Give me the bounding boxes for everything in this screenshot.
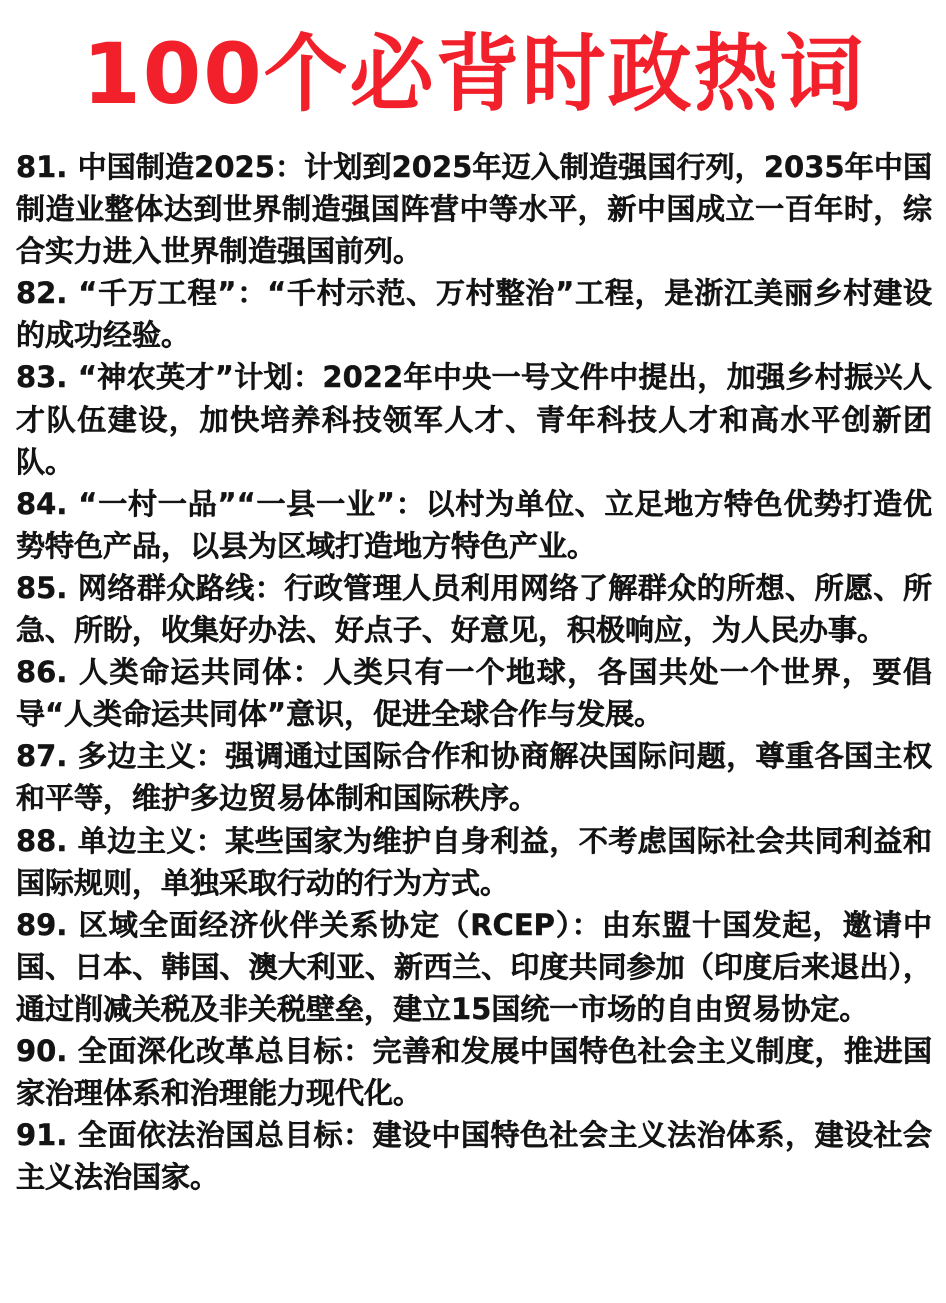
entry-89: 89. 区域全面经济伙伴关系协定（RCEP）：由东盟十国发起，邀请中国、日本、韩国、澳大利亚、新西兰、印度共同参加（印度后来退出），通过削减关税及非关税壁垒，建立15国统一市场的自由贸易协定。 [16, 907, 932, 1026]
entry-88: 88. 单边主义：某些国家为维护自身利益，不考虑国际社会共同利益和国际规则，单独采取行动的行为方式。 [16, 823, 932, 900]
entry-84: 84. “一村一品”“一县一业”：以村为单位、立足地方特色优势打造优势特色产品，以县为区域打造地方特色产业。 [16, 486, 932, 563]
entry-86: 86. 人类命运共同体：人类只有一个地球，各国共处一个世界，要倡导“人类命运共同体”意识，促进全球合作与发展。 [16, 655, 932, 732]
entry-list [16, 146, 932, 1198]
entry-91: 91. 全面依法治国总目标：建设中国特色社会主义法治体系，建设社会主义法治国家。 [16, 1118, 932, 1195]
entry-81: 81. 中国制造2025：计划到2025年迈入制造强国行列，2035年中国制造业整体达到世界制造强国阵营中等水平，新中国成立一百年时，综合实力进入世界制造强国前列。 [16, 150, 932, 269]
page-title: 100个必背时政热词 [82, 25, 866, 123]
entry-83: 83. “神农英才”计划：2022年中央一号文件中提出，加强乡村振兴人才队伍建设，加快培养科技领军人才、青年科技人才和高水平创新团队。 [16, 360, 932, 479]
entry-85: 85. 网络群众路线：行政管理人员利用网络了解群众的所想、所愿、所急、所盼，收集好办法、好点子、好意见，积极响应，为人民办事。 [16, 570, 932, 648]
entry-90: 90. 全面深化改革总目标：完善和发展中国特色社会主义制度，推进国家治理体系和治理能力现代化。 [16, 1033, 932, 1111]
entry-87: 87. 多边主义：强调通过国际合作和协商解决国际问题，尊重各国主权和平等，维护多边贸易体制和国际秩序。 [16, 739, 932, 816]
entry-82: 82. “千万工程”：“千村示范、万村整治”工程，是浙江美丽乡村建设的成功经验。 [16, 276, 932, 353]
